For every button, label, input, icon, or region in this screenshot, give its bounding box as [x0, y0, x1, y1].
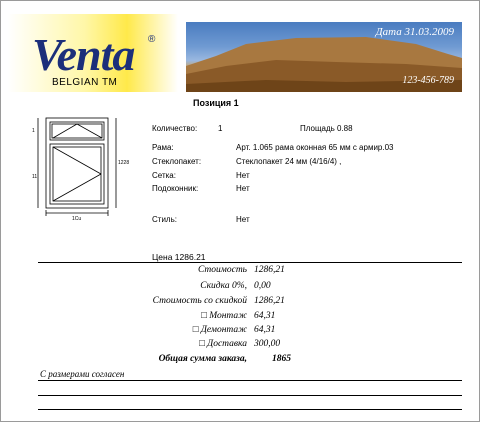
- width-label: 1Cu: [72, 216, 82, 222]
- header-date: Дата 31.03.2009: [375, 26, 454, 38]
- area-label: Площадь: [300, 124, 335, 133]
- price-divider: [38, 262, 462, 263]
- logo-subtitle: BELGIAN TM: [52, 77, 118, 88]
- agreement-text: С размерами согласен: [40, 369, 125, 379]
- discounted-cost-label: Стоимость со скидкой: [152, 296, 247, 306]
- discount-value: 0,00: [254, 281, 271, 291]
- area-value: 0.88: [337, 124, 353, 133]
- quantity-value: 1: [218, 124, 223, 133]
- delivery-value: 300,00: [254, 339, 281, 349]
- logo-wordmark: Venta: [32, 29, 135, 80]
- sill-label: Подоконник:: [152, 184, 199, 193]
- net-value: Нет: [236, 171, 250, 180]
- dismantling-label: □ Демонтаж: [192, 325, 247, 335]
- total-height-label: 11: [32, 174, 38, 180]
- cost-value: 1286,21: [254, 265, 285, 275]
- net-label: Сетка:: [152, 171, 176, 180]
- sill-value: Нет: [236, 184, 250, 193]
- signature-line-2: [38, 395, 462, 396]
- dismantling-value: 64,31: [254, 325, 276, 335]
- right-height-label: 1228: [118, 160, 130, 166]
- header-photo: [186, 22, 462, 92]
- frame-label: Рама:: [152, 143, 174, 152]
- registered-mark: ®: [148, 34, 156, 45]
- installation-value: 64,31: [254, 311, 276, 321]
- grand-total-value: 1865: [272, 354, 291, 364]
- company-logo: [8, 14, 178, 92]
- discount-label: Скидка 0%,: [200, 281, 247, 291]
- installation-label: □ Монтаж: [201, 311, 247, 321]
- glass-label: Стеклопакет:: [152, 157, 202, 166]
- style-label: Стиль:: [152, 215, 177, 224]
- top-height-label: 1: [32, 128, 35, 134]
- delivery-label: □ Доставка: [199, 339, 247, 349]
- position-title: Позиция 1: [193, 98, 239, 108]
- price-line: Цена 1286.21: [152, 252, 206, 262]
- grand-total-label: Общая сумма заказа,: [158, 354, 247, 364]
- frame-value: Арт. 1.065 рама оконная 65 мм с армир.03: [236, 143, 394, 152]
- quantity-label: Количество:: [152, 124, 198, 133]
- window-drawing: [28, 112, 128, 222]
- signature-line-3: [38, 409, 462, 410]
- discounted-cost-value: 1286,21: [254, 296, 285, 306]
- signature-line-1: [38, 380, 462, 381]
- header-phone: 123-456-789: [402, 75, 454, 86]
- cost-label: Стоимость: [197, 265, 247, 275]
- style-value: Нет: [236, 215, 250, 224]
- glass-value: Стеклопакет 24 мм (4/16/4) ,: [236, 157, 342, 166]
